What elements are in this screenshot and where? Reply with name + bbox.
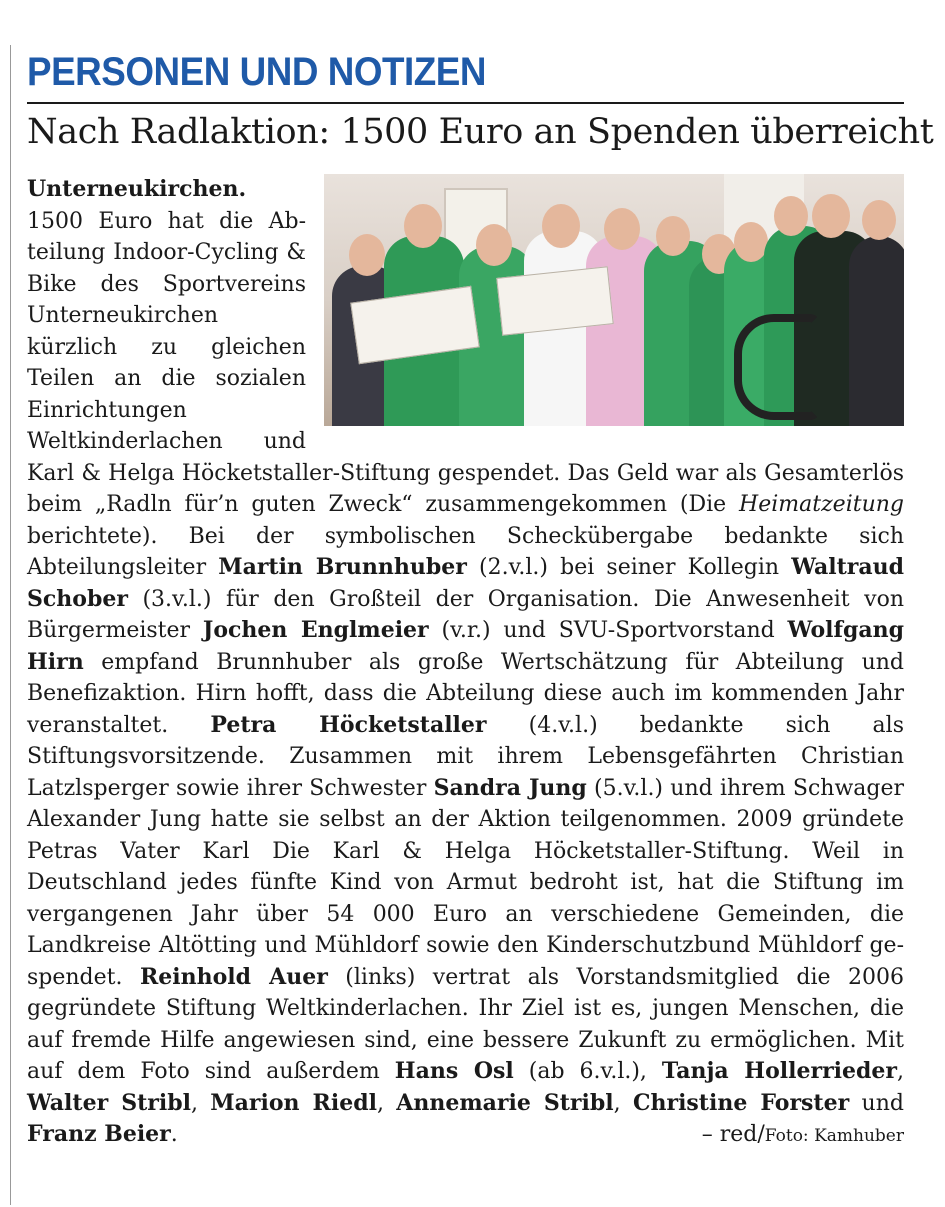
body-text: (2.v.l.) bei seiner Kollegin <box>466 555 792 580</box>
person-name: Wolfgang Hirn <box>27 617 904 675</box>
body-text: berichtete). Bei der symbolischen Scheckübergabe bedankte sich Abteilungsleiter <box>27 523 904 580</box>
photo-head <box>349 234 385 276</box>
person-name: Tanja Hollerrieder <box>661 1058 897 1084</box>
separator: , <box>896 1059 904 1084</box>
column-divider <box>10 45 11 1205</box>
photo-head <box>542 204 580 248</box>
photo-head <box>656 216 690 256</box>
photo-head <box>404 204 442 248</box>
person-name: Walter Stribl <box>27 1089 191 1116</box>
separator: , <box>190 1090 211 1116</box>
photo-credit: Foto: Kamhuber <box>764 1126 904 1146</box>
newspaper-name: Heimatzeitung <box>739 492 904 517</box>
body-text: empfand Brunnhuber als große Wertschätzung für Abteilung und Benefizaktion. Hirn hofft, dass die Abteilung diese auch im kommenden Jahr veranstaltet. <box>27 649 904 738</box>
body-text: (3.v.l.) für den Großteil der Organisation. Die Anwesenheit von Bürgermeister <box>27 586 904 643</box>
photo-person <box>849 236 904 426</box>
donation-check-right <box>496 266 613 335</box>
body-text: . <box>170 1122 178 1147</box>
article-body <box>27 174 904 1153</box>
person-name: Annemarie Stribl <box>396 1089 614 1116</box>
person-name: Waltraud Schober <box>27 554 904 612</box>
body-text: (v.r.) und SVU-Sportvorstand <box>428 618 788 643</box>
dateline: Unterneukirchen. <box>27 176 247 202</box>
body-text: und <box>849 1090 904 1116</box>
photo-head <box>862 200 896 240</box>
body-text: (ab 6.v.l.), <box>513 1059 662 1084</box>
person-name: Christine Forster <box>632 1089 850 1116</box>
person-name: Martin Brunnhuber <box>218 554 467 580</box>
photo-head <box>604 208 640 250</box>
group-photo <box>324 174 904 426</box>
separator: , <box>376 1090 397 1116</box>
photo-head <box>476 224 512 266</box>
photo-head <box>734 222 768 262</box>
person-name: Marion Riedl <box>210 1089 377 1116</box>
body-text: 1500 Euro hat die Abteilung Indoor-Cycling & Bike des Sportvereins Unterneukirchen kürzlich zu gleichen Teilen an die sozialen Einrichtungen Weltkinderlachen und Karl & Helga Höcketstaller-Stiftung gespendet. Das Geld war als Gesamterlös beim „Radln für’n guten Zweck“ zusammengekommen (Die <box>27 208 904 517</box>
credit-line <box>702 1119 904 1153</box>
photo-head <box>812 194 850 238</box>
person-name: Jochen Englmeier <box>202 617 429 643</box>
body-text: (4.v.l.) bedankte sich als Stiftungsvorsitzende. Zusammen mit ihrem Lebensgefährten Christian Latzlsperger sowie ihrer Schwester <box>27 712 904 801</box>
body-text: (5.v.l.) und ihrem Schwager Alexander Jung hatte sie selbst an der Aktion teilgenommen. 2009 gründete Petras Vater Karl Die Karl & Helga Höcketstaller-Stiftung. Weil in Deutschland jedes fünfte Kind von Armut bedroht ist, hat die Stiftung im vergangenen Jahr über 54 000 Euro an verschiedene Gemeinden, die Landkreise Altötting und Mühldorf sowie den Kinderschutzbund Mühldorf gespendet. <box>27 775 905 990</box>
separator: , <box>613 1090 633 1116</box>
person-name: Petra Höcketstaller <box>210 711 487 738</box>
person-name: Franz Beier <box>27 1121 171 1147</box>
headline: Nach Radlaktion: 1500 Euro an Spenden überreicht <box>27 112 934 152</box>
body-text: (links) vertrat als Vorstandsmitglied die 2006 gegründete Stiftung Weltkinderlachen. Ihr Ziel ist es, jungen Menschen, die auf fremde Hilfe angewiesen sind, eine bessere Zukunft zu ermöglichen. Mit auf dem Foto sind außerdem <box>27 964 904 1084</box>
author-credit: – red/ <box>701 1122 765 1147</box>
section-rule <box>27 102 904 104</box>
section-title: PERSONEN UND NOTIZEN <box>27 50 487 94</box>
person-name: Reinhold Auer <box>139 963 328 990</box>
indoor-bike <box>734 314 820 420</box>
person-name: Hans Osl <box>394 1058 514 1084</box>
photo-head <box>774 196 808 236</box>
person-name: Sandra Jung <box>433 774 587 801</box>
